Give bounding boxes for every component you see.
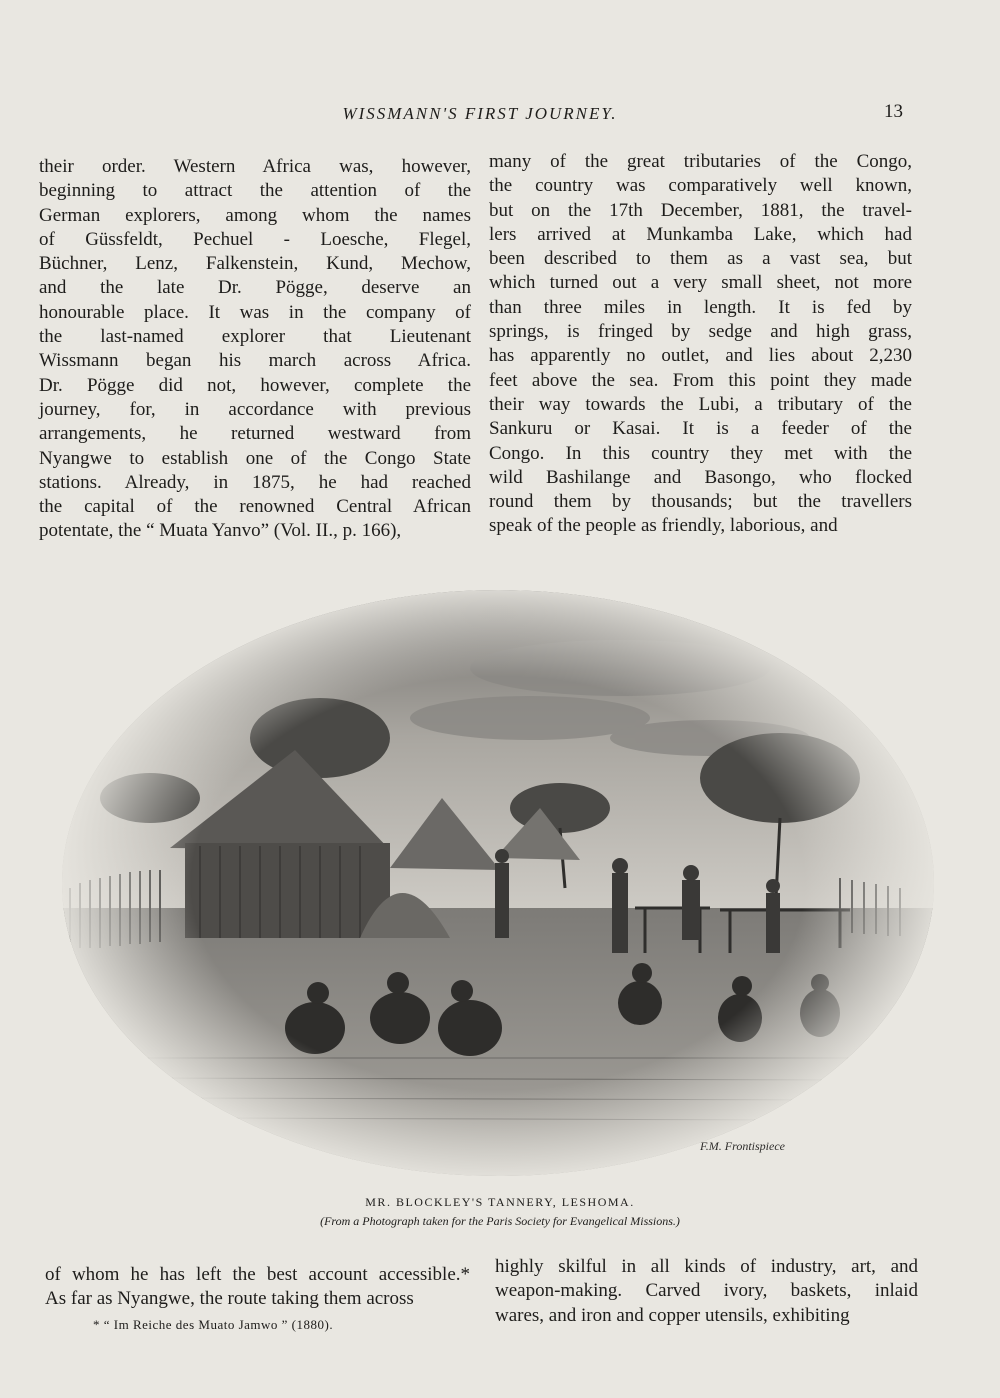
text-line: speak of the people as friendly, laborious, and — [489, 515, 838, 537]
text-line: their order. Western Africa was, however, — [39, 156, 471, 177]
text-line: Wissmann began his march across Africa. — [39, 350, 471, 372]
text-line: of Güssfeldt, Pechuel - Loesche, Flegel, — [39, 228, 471, 250]
text-line: stations. Already, in 1875, he had reached — [39, 471, 471, 493]
text-line: As far as Nyangwe, the route taking them across — [45, 1288, 414, 1310]
text-column-left — [39, 155, 471, 544]
text-line: Nyangwe to establish one of the Congo State — [39, 447, 471, 469]
text-line: wares, and iron and copper utensils, exhibiting — [495, 1304, 850, 1326]
text-line: round them by thousands; but the travellers — [489, 491, 912, 513]
text-line: Sankuru or Kasai. It is a feeder of the — [489, 418, 912, 440]
text-line: weapon-making. Carved ivory, baskets, inlaid — [495, 1280, 918, 1302]
illustration-credit: (From a Photograph taken for the Paris Society for Evangelical Missions.) — [320, 1214, 680, 1228]
text-column-right — [489, 150, 912, 539]
text-line: of whom he has left the best account accessible.* — [45, 1264, 470, 1285]
text-line: honourable place. It was in the company of — [39, 301, 471, 323]
text-line: their way towards the Lubi, a tributary of the — [489, 393, 912, 415]
text-line: potentate, the “ Muata Yanvo” (Vol. II., p. 166), — [39, 520, 402, 542]
text-line: but on the 17th December, 1881, the travel- — [489, 199, 912, 221]
text-line: journey, for, in accordance with previous — [39, 398, 471, 420]
text-line: the country was comparatively well known, — [489, 175, 912, 197]
text-line: German explorers, among whom the names — [39, 204, 471, 226]
text-line: Congo. In this country they met with the — [489, 442, 912, 464]
text-line: Dr. Pögge did not, however, complete the — [39, 374, 471, 396]
text-line: been described to them as a vast sea, but — [489, 248, 912, 270]
engraver-signature: F.M. Frontispiece — [700, 1139, 785, 1153]
illustration-caption: MR. BLOCKLEY'S TANNERY, LESHOMA. — [365, 1195, 635, 1209]
text-line: lers arrived at Munkamba Lake, which had — [489, 223, 912, 245]
text-line: springs, is fringed by sedge and high grass, — [489, 321, 912, 343]
running-title: WISSMANN'S FIRST JOURNEY. — [342, 104, 618, 123]
text-line: highly skilful in all kinds of industry, art, and — [495, 1256, 918, 1277]
engraving-illustration — [60, 588, 936, 1178]
page-number: 13 — [884, 101, 903, 122]
text-line: which turned out a very small sheet, not more — [489, 272, 912, 294]
text-line: than three miles in length. It is fed by — [489, 296, 912, 318]
text-line: and the late Dr. Pögge, deserve an — [39, 277, 471, 299]
text-column-bottom-left — [45, 1263, 470, 1312]
text-line: the last-named explorer that Lieutenant — [39, 326, 471, 348]
text-line: beginning to attract the attention of the — [39, 180, 471, 202]
text-line: Büchner, Lenz, Falkenstein, Kund, Mechow, — [39, 253, 471, 275]
text-line: has apparently no outlet, and lies about 2,230 — [489, 345, 912, 367]
text-line: many of the great tributaries of the Congo, — [489, 151, 912, 172]
text-line: wild Bashilange and Basongo, who flocked — [489, 466, 912, 488]
text-column-bottom-right — [495, 1255, 918, 1328]
footnote: * “ Im Reiche des Muato Jamwo ” (1880). — [93, 1317, 334, 1332]
text-line: feet above the sea. From this point they made — [489, 369, 912, 391]
text-line: the capital of the renowned Central African — [39, 496, 471, 518]
text-line: arrangements, he returned westward from — [39, 423, 471, 445]
